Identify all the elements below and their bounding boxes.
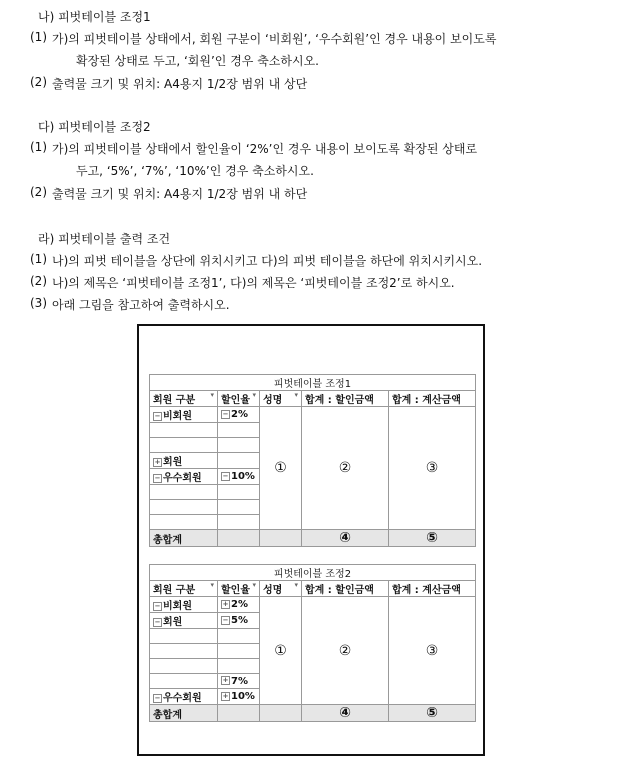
collapse-icon[interactable]: − [154,411,161,420]
dropdown-icon[interactable]: ▾ [252,581,256,589]
pivot1-marker-2: ② [302,407,389,530]
item-number: (2) [30,185,47,199]
section-ra-heading: 라) 피벗테이블 출력 조건 [38,232,171,246]
pivot1-total-marker-5: ⑤ [389,530,476,547]
collapse-icon[interactable]: − [154,473,161,482]
collapse-icon[interactable]: − [222,409,229,418]
section-na-heading: 나) 피벗테이블 조정1 [38,10,151,24]
pivot1-header-amount: 합계 : 계산금액 [389,391,476,407]
item-text: 출력물 크기 및 위치: A4용지 1/2장 범위 내 하단 [52,187,308,201]
item-text: 나)의 피벗 테이블을 상단에 위치시키고 다)의 피벗 테이블을 하단에 위치시키시오. [52,254,483,268]
item-number: (1) [30,30,47,44]
pivot1-row-rate [218,453,260,469]
item-number: (2) [30,274,47,288]
pivot2-header-member[interactable]: 회원 구분 ▾ [150,581,218,597]
pivot1-title: 피벗테이블 조정1 [150,375,476,391]
pivot2-header-rate[interactable]: 할인율 ▾ [218,581,260,597]
expand-icon[interactable]: + [222,676,229,684]
pivot2-header-amount: 합계 : 계산금액 [389,581,476,597]
pivot1-total-marker-4: ④ [302,530,389,547]
item-text: 출력물 크기 및 위치: A4용지 1/2장 범위 내 상단 [52,77,308,91]
pivot2-row-member[interactable]: − 비회원 [150,597,218,613]
item-number: (2) [30,75,47,89]
item-number: (1) [30,252,47,266]
pivot1-row-member[interactable]: + 회원 [150,453,218,469]
pivot1-total-label: 총합계 [150,530,218,547]
section-da-item-1-cont: 두고, ‘5%’, ‘7%’, ‘10%’인 경우 축소하시오. [76,164,314,178]
pivot-figure-frame [137,324,485,756]
pivot2-row-rate[interactable]: + 10% [218,689,260,705]
pivot1-header-member[interactable]: 회원 구분 ▾ [150,391,218,407]
dropdown-icon[interactable]: ▾ [252,391,256,399]
pivot1-marker-1: ① [260,407,302,530]
pivot2-marker-3: ③ [389,597,476,705]
pivot2-row-member[interactable]: − 우수회원 [150,689,218,705]
pivot2-marker-1: ① [260,597,302,705]
dropdown-icon[interactable]: ▾ [294,581,298,589]
pivot1-row-member[interactable]: − 우수회원 [150,469,218,485]
pivot1-row-member[interactable]: − 비회원 [150,407,218,423]
pivot2-title: 피벗테이블 조정2 [150,565,476,581]
item-text: 아래 그림을 참고하여 출력하시오. [52,298,230,312]
pivot2-header-name[interactable]: 성명 ▾ [260,581,302,597]
pivot2-header-discount: 합계 : 할인금액 [302,581,389,597]
item-text: 가)의 피벗테이블 상태에서 할인율이 ‘2%’인 경우 내용이 보이도록 확장된 상태로 [52,142,478,156]
pivot1-header-discount: 합계 : 할인금액 [302,391,389,407]
collapse-icon[interactable]: − [154,617,161,626]
section-da-heading: 다) 피벗테이블 조정2 [38,120,151,134]
pivot1-row-rate[interactable]: − 2% [218,407,260,423]
pivot2-row-rate[interactable]: + 2% [218,597,260,613]
dropdown-icon[interactable]: ▾ [210,391,214,399]
collapse-icon[interactable]: − [222,471,229,480]
pivot-table-2 [149,564,476,722]
pivot2-total-marker-4: ④ [302,705,389,722]
pivot1-header-rate[interactable]: 할인율 ▾ [218,391,260,407]
collapse-icon[interactable]: − [154,693,161,702]
pivot1-marker-3: ③ [389,407,476,530]
dropdown-icon[interactable]: ▾ [210,581,214,589]
pivot1-header-name[interactable]: 성명 ▾ [260,391,302,407]
pivot2-row-member [150,674,218,689]
pivot2-row-rate[interactable]: − 5% [218,613,260,629]
pivot2-row-member[interactable]: − 회원 [150,613,218,629]
pivot1-row-rate[interactable]: − 10% [218,469,260,485]
pivot2-total-label: 총합계 [150,705,218,722]
collapse-icon[interactable]: − [222,615,229,624]
pivot2-total-marker-5: ⑤ [389,705,476,722]
dropdown-icon[interactable]: ▾ [294,391,298,399]
pivot2-marker-2: ② [302,597,389,705]
section-na-item-1-cont: 확장된 상태로 두고, ‘회원’인 경우 축소하시오. [76,54,319,68]
item-text: 가)의 피벗테이블 상태에서, 회원 구분이 ‘비회원’, ‘우수회원’인 경우 내용이 보이도록 [52,32,497,46]
item-number: (1) [30,140,47,154]
expand-icon[interactable]: + [154,457,161,466]
expand-icon[interactable]: + [222,599,229,608]
item-number: (3) [30,296,47,310]
expand-icon[interactable]: + [222,691,229,700]
collapse-icon[interactable]: − [154,601,161,610]
pivot-table-1 [149,374,476,547]
item-text: 나)의 제목은 ‘피벗테이블 조정1’, 다)의 제목은 ‘피벗테이블 조정2’로 하시오. [52,276,455,290]
pivot2-row-rate[interactable]: + 7% [218,674,260,689]
